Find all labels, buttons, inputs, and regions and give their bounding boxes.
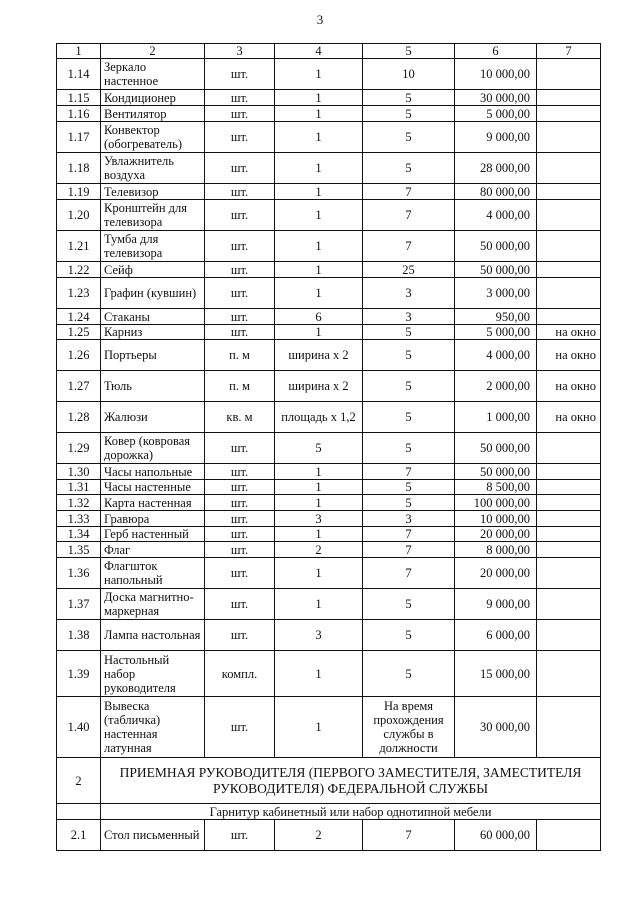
row-number-cell: 1.34 (57, 527, 101, 542)
unit-cell: шт. (205, 59, 275, 90)
table-row (57, 200, 601, 231)
note-cell (537, 651, 601, 697)
price-cell: 3 000,00 (455, 278, 537, 309)
unit-cell: п. м (205, 371, 275, 402)
note-cell (537, 495, 601, 511)
section-row (57, 758, 601, 804)
item-name-cell: Ковер (ковровая дорожка) (101, 433, 205, 464)
table-row (57, 402, 601, 433)
service-life-cell: 5 (363, 480, 455, 495)
row-number-cell: 1.21 (57, 231, 101, 262)
note-cell (537, 558, 601, 589)
price-cell: 30 000,00 (455, 90, 537, 106)
price-cell: 10 000,00 (455, 59, 537, 90)
item-name-cell: Увлажнитель воздуха (101, 153, 205, 184)
note-cell (537, 106, 601, 122)
row-number-cell: 1.16 (57, 106, 101, 122)
service-life-cell: 5 (363, 433, 455, 464)
table-row (57, 278, 601, 309)
item-name-cell: Гравюра (101, 511, 205, 527)
quantity-cell: 2 (275, 820, 363, 851)
price-cell: 5 000,00 (455, 106, 537, 122)
note-cell (537, 231, 601, 262)
unit-cell: компл. (205, 651, 275, 697)
service-life-cell: 5 (363, 153, 455, 184)
note-cell: на окно (537, 325, 601, 340)
price-cell: 8 500,00 (455, 480, 537, 495)
table-row (57, 542, 601, 558)
price-cell: 50 000,00 (455, 433, 537, 464)
note-cell (537, 542, 601, 558)
service-life-cell: 7 (363, 200, 455, 231)
quantity-cell: 1 (275, 480, 363, 495)
row-number-cell: 1.38 (57, 620, 101, 651)
service-life-cell: 3 (363, 511, 455, 527)
quantity-cell: 1 (275, 184, 363, 200)
unit-cell: шт. (205, 278, 275, 309)
note-cell (537, 200, 601, 231)
note-cell: на окно (537, 340, 601, 371)
service-life-cell: 7 (363, 558, 455, 589)
service-life-cell: 7 (363, 464, 455, 480)
unit-cell: шт. (205, 153, 275, 184)
column-header: 5 (363, 44, 455, 59)
quantity-cell: 1 (275, 464, 363, 480)
row-number-cell: 1.30 (57, 464, 101, 480)
row-number-cell: 1.25 (57, 325, 101, 340)
unit-cell: шт. (205, 106, 275, 122)
row-number-cell: 1.24 (57, 309, 101, 325)
item-name-cell: Флаг (101, 542, 205, 558)
item-name-cell: Вывеска (табличка) настенная латунная (101, 697, 205, 758)
price-cell: 15 000,00 (455, 651, 537, 697)
note-cell: на окно (537, 402, 601, 433)
table-row (57, 59, 601, 90)
price-cell: 30 000,00 (455, 697, 537, 758)
quantity-cell: ширина х 2 (275, 371, 363, 402)
row-number-cell: 1.32 (57, 495, 101, 511)
unit-cell: шт. (205, 697, 275, 758)
row-number-cell: 1.36 (57, 558, 101, 589)
price-cell: 100 000,00 (455, 495, 537, 511)
price-cell: 1 000,00 (455, 402, 537, 433)
subsection-title: Гарнитур кабинетный или набор однотипной мебели (101, 804, 601, 820)
service-life-cell: 5 (363, 371, 455, 402)
table-row (57, 153, 601, 184)
price-cell: 5 000,00 (455, 325, 537, 340)
price-cell: 28 000,00 (455, 153, 537, 184)
table-row (57, 371, 601, 402)
row-number-cell: 1.19 (57, 184, 101, 200)
table-row (57, 184, 601, 200)
table-row (57, 90, 601, 106)
unit-cell: шт. (205, 820, 275, 851)
unit-cell: кв. м (205, 402, 275, 433)
service-life-cell: 5 (363, 122, 455, 153)
quantity-cell: 1 (275, 527, 363, 542)
price-cell: 10 000,00 (455, 511, 537, 527)
price-cell: 20 000,00 (455, 558, 537, 589)
section-title: ПРИЕМНАЯ РУКОВОДИТЕЛЯ (ПЕРВОГО ЗАМЕСТИТЕЛЯ, ЗАМЕСТИТЕЛЯ РУКОВОДИТЕЛЯ) ФЕДЕРАЛЬНОЙ СЛУЖБЫ (101, 758, 601, 804)
quantity-cell: 1 (275, 200, 363, 231)
service-life-cell: 7 (363, 231, 455, 262)
unit-cell: шт. (205, 480, 275, 495)
unit-cell: шт. (205, 495, 275, 511)
table-row (57, 651, 601, 697)
price-cell: 9 000,00 (455, 122, 537, 153)
note-cell (537, 511, 601, 527)
note-cell (537, 153, 601, 184)
item-name-cell: Стаканы (101, 309, 205, 325)
item-name-cell: Телевизор (101, 184, 205, 200)
quantity-cell: 1 (275, 325, 363, 340)
section-number: 2 (57, 758, 101, 804)
service-life-cell: 5 (363, 340, 455, 371)
price-cell: 8 000,00 (455, 542, 537, 558)
row-number-cell: 1.27 (57, 371, 101, 402)
unit-cell: шт. (205, 620, 275, 651)
service-life-cell: 7 (363, 542, 455, 558)
price-cell: 950,00 (455, 309, 537, 325)
quantity-cell: 1 (275, 278, 363, 309)
note-cell (537, 464, 601, 480)
row-number-cell: 1.29 (57, 433, 101, 464)
table-row (57, 820, 601, 851)
table-row (57, 325, 601, 340)
service-life-cell: 10 (363, 59, 455, 90)
note-cell (537, 278, 601, 309)
quantity-cell: 1 (275, 589, 363, 620)
price-cell: 60 000,00 (455, 820, 537, 851)
item-name-cell: Кронштейн для телевизора (101, 200, 205, 231)
item-name-cell: Карта настенная (101, 495, 205, 511)
row-number-cell: 1.33 (57, 511, 101, 527)
quantity-cell: 1 (275, 495, 363, 511)
quantity-cell: 1 (275, 231, 363, 262)
column-header: 7 (537, 44, 601, 59)
quantity-cell: площадь х 1,2 (275, 402, 363, 433)
item-name-cell: Тумба для телевизора (101, 231, 205, 262)
note-cell (537, 527, 601, 542)
note-cell (537, 184, 601, 200)
quantity-cell: 3 (275, 511, 363, 527)
unit-cell: шт. (205, 122, 275, 153)
unit-cell: шт. (205, 464, 275, 480)
table-row (57, 697, 601, 758)
unit-cell: шт. (205, 589, 275, 620)
price-cell: 4 000,00 (455, 340, 537, 371)
quantity-cell: 5 (275, 433, 363, 464)
service-life-cell: 7 (363, 527, 455, 542)
price-cell: 80 000,00 (455, 184, 537, 200)
unit-cell: шт. (205, 262, 275, 278)
item-name-cell: Портьеры (101, 340, 205, 371)
table-row (57, 122, 601, 153)
unit-cell: шт. (205, 433, 275, 464)
service-life-cell: 5 (363, 589, 455, 620)
item-name-cell: Герб настенный (101, 527, 205, 542)
row-number-cell: 1.22 (57, 262, 101, 278)
table-row (57, 106, 601, 122)
table-row (57, 495, 601, 511)
column-header: 4 (275, 44, 363, 59)
quantity-cell: 1 (275, 262, 363, 278)
item-name-cell: Флагшток напольный (101, 558, 205, 589)
item-name-cell: Кондиционер (101, 90, 205, 106)
table-row (57, 231, 601, 262)
item-name-cell: Часы настенные (101, 480, 205, 495)
item-name-cell: Лампа настольная (101, 620, 205, 651)
item-name-cell: Жалюзи (101, 402, 205, 433)
unit-cell: шт. (205, 200, 275, 231)
row-number-cell: 1.23 (57, 278, 101, 309)
row-number-cell: 1.17 (57, 122, 101, 153)
item-name-cell: Сейф (101, 262, 205, 278)
table-row (57, 340, 601, 371)
item-name-cell: Зеркало настенное (101, 59, 205, 90)
price-cell: 50 000,00 (455, 231, 537, 262)
row-number-cell: 1.20 (57, 200, 101, 231)
unit-cell: шт. (205, 90, 275, 106)
item-name-cell: Карниз (101, 325, 205, 340)
unit-cell: шт. (205, 231, 275, 262)
column-header: 6 (455, 44, 537, 59)
service-life-cell: 7 (363, 184, 455, 200)
table-row (57, 527, 601, 542)
quantity-cell: ширина х 2 (275, 340, 363, 371)
subsection-empty-cell (57, 804, 101, 820)
subsection-row (57, 804, 601, 820)
item-name-cell: Стол письменный (101, 820, 205, 851)
service-life-cell: 3 (363, 278, 455, 309)
price-cell: 9 000,00 (455, 589, 537, 620)
unit-cell: п. м (205, 340, 275, 371)
unit-cell: шт. (205, 511, 275, 527)
service-life-cell: 5 (363, 620, 455, 651)
service-life-cell: 5 (363, 495, 455, 511)
row-number-cell: 1.18 (57, 153, 101, 184)
row-number-cell: 1.31 (57, 480, 101, 495)
item-name-cell: Тюль (101, 371, 205, 402)
row-number-cell: 2.1 (57, 820, 101, 851)
table-row (57, 511, 601, 527)
price-cell: 2 000,00 (455, 371, 537, 402)
note-cell (537, 122, 601, 153)
row-number-cell: 1.28 (57, 402, 101, 433)
item-name-cell: Вентилятор (101, 106, 205, 122)
service-life-cell: 5 (363, 651, 455, 697)
row-number-cell: 1.37 (57, 589, 101, 620)
note-cell (537, 480, 601, 495)
item-name-cell: Конвектор (обогреватель) (101, 122, 205, 153)
row-number-cell: 1.39 (57, 651, 101, 697)
item-name-cell: Графин (кувшин) (101, 278, 205, 309)
quantity-cell: 1 (275, 90, 363, 106)
table-row (57, 480, 601, 495)
quantity-cell: 6 (275, 309, 363, 325)
service-life-cell: 3 (363, 309, 455, 325)
price-cell: 50 000,00 (455, 464, 537, 480)
service-life-cell: 7 (363, 820, 455, 851)
service-life-cell: 25 (363, 262, 455, 278)
quantity-cell: 1 (275, 106, 363, 122)
service-life-cell: На время прохождения службы в должности (363, 697, 455, 758)
row-number-cell: 1.15 (57, 90, 101, 106)
quantity-cell: 1 (275, 59, 363, 90)
note-cell (537, 620, 601, 651)
service-life-cell: 5 (363, 402, 455, 433)
item-name-cell: Настольный набор руководителя (101, 651, 205, 697)
unit-cell: шт. (205, 542, 275, 558)
note-cell: на окно (537, 371, 601, 402)
note-cell (537, 589, 601, 620)
note-cell (537, 697, 601, 758)
unit-cell: шт. (205, 527, 275, 542)
equipment-table (56, 43, 601, 851)
item-name-cell: Часы напольные (101, 464, 205, 480)
note-cell (537, 309, 601, 325)
price-cell: 6 000,00 (455, 620, 537, 651)
table-row (57, 558, 601, 589)
unit-cell: шт. (205, 184, 275, 200)
item-name-cell: Доска магнитно-маркерная (101, 589, 205, 620)
service-life-cell: 5 (363, 325, 455, 340)
table-row (57, 589, 601, 620)
note-cell (537, 433, 601, 464)
column-header: 1 (57, 44, 101, 59)
service-life-cell: 5 (363, 106, 455, 122)
quantity-cell: 1 (275, 153, 363, 184)
table-row (57, 262, 601, 278)
quantity-cell: 2 (275, 542, 363, 558)
unit-cell: шт. (205, 325, 275, 340)
row-number-cell: 1.35 (57, 542, 101, 558)
quantity-cell: 1 (275, 122, 363, 153)
unit-cell: шт. (205, 558, 275, 589)
note-cell (537, 59, 601, 90)
quantity-cell: 1 (275, 697, 363, 758)
table-header-row (57, 44, 601, 59)
column-header: 3 (205, 44, 275, 59)
price-cell: 4 000,00 (455, 200, 537, 231)
row-number-cell: 1.40 (57, 697, 101, 758)
table-row (57, 309, 601, 325)
table-row (57, 620, 601, 651)
row-number-cell: 1.14 (57, 59, 101, 90)
service-life-cell: 5 (363, 90, 455, 106)
page-number: 3 (316, 12, 324, 27)
quantity-cell: 3 (275, 620, 363, 651)
row-number-cell: 1.26 (57, 340, 101, 371)
price-cell: 50 000,00 (455, 262, 537, 278)
quantity-cell: 1 (275, 651, 363, 697)
quantity-cell: 1 (275, 558, 363, 589)
table-row (57, 433, 601, 464)
note-cell (537, 90, 601, 106)
table-row (57, 464, 601, 480)
note-cell (537, 820, 601, 851)
column-header: 2 (101, 44, 205, 59)
unit-cell: шт. (205, 309, 275, 325)
note-cell (537, 262, 601, 278)
price-cell: 20 000,00 (455, 527, 537, 542)
